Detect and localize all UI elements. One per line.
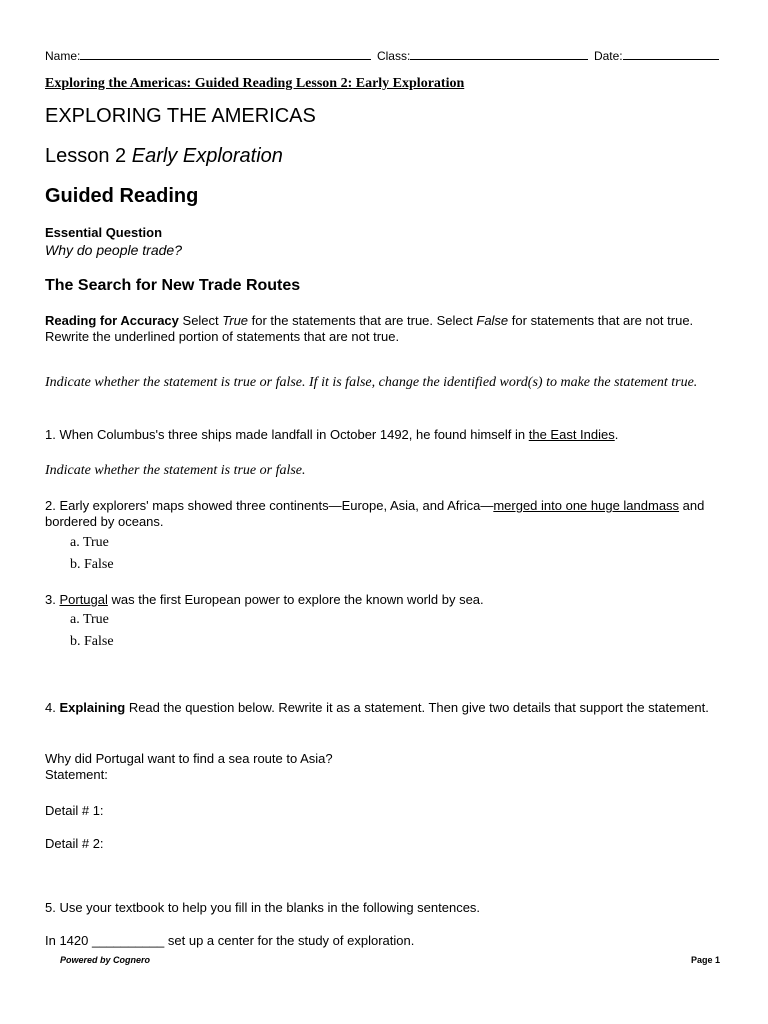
statement-label: Statement: bbox=[45, 767, 108, 782]
lesson-number: Lesson 2 bbox=[45, 145, 127, 167]
question-1-underlined: the East Indies bbox=[528, 427, 615, 442]
question-3 bbox=[45, 592, 725, 608]
question-4-text: Read the question below. Rewrite it as a statement. Then give two details that support the statement. bbox=[125, 700, 709, 715]
question-4-question: Why did Portugal want to find a sea route to Asia? bbox=[45, 751, 333, 766]
question-2-end: and bordered by oceans. bbox=[45, 498, 705, 529]
footer-powered-by: Powered by Cognero bbox=[60, 955, 151, 965]
section-heading: Guided Reading bbox=[45, 185, 199, 207]
detail-1-label: Detail # 1: bbox=[45, 803, 104, 818]
name-blank[interactable] bbox=[80, 47, 371, 60]
essential-question-label: Essential Question bbox=[45, 225, 163, 240]
question-3-underlined: Portugal bbox=[59, 592, 108, 607]
accuracy-instructions bbox=[45, 313, 725, 345]
class-blank[interactable] bbox=[410, 47, 588, 60]
question-1-end: . bbox=[614, 427, 619, 442]
question-1-text: 1. When Columbus's three ships made landfall in October 1492, he found himself in bbox=[45, 427, 529, 442]
lesson-title: Early Exploration bbox=[131, 145, 283, 167]
class-label: Class: bbox=[376, 49, 411, 63]
question-2-text: 2. Early explorers' maps showed three continents—Europe, Asia, and Africa— bbox=[45, 498, 494, 513]
accuracy-text-2: for the statements that are true. Select bbox=[248, 313, 477, 328]
question-2-option-true[interactable]: a. True bbox=[70, 535, 109, 550]
unit-title: EXPLORING THE AMERICAS bbox=[45, 105, 316, 127]
detail-2-label: Detail # 2: bbox=[45, 836, 104, 851]
question-3-option-true[interactable]: a. True bbox=[70, 612, 109, 627]
essential-question-text: Why do people trade? bbox=[45, 242, 182, 258]
subheading: The Search for New Trade Routes bbox=[45, 277, 301, 294]
question-2-underlined: merged into one huge landmass bbox=[493, 498, 680, 513]
question-3-option-false[interactable]: b. False bbox=[70, 634, 114, 649]
question-2 bbox=[45, 498, 725, 530]
accuracy-true-word: True bbox=[222, 313, 249, 328]
question-5: 5. Use your textbook to help you fill in the blanks in the following sentences. bbox=[45, 900, 481, 915]
question-2-option-false[interactable]: b. False bbox=[70, 557, 114, 572]
accuracy-label: Reading for Accuracy bbox=[45, 313, 179, 328]
instruction-true-false: Indicate whether the statement is true or false. bbox=[45, 463, 306, 478]
question-1 bbox=[45, 427, 725, 443]
lesson-heading bbox=[45, 144, 283, 168]
date-label: Date: bbox=[593, 49, 623, 63]
accuracy-text-3: for statements that are not true. Rewrite the underlined portion of statements that are not true. bbox=[45, 313, 694, 344]
name-label: Name: bbox=[45, 49, 81, 63]
question-4-number: 4. bbox=[45, 700, 60, 715]
question-4 bbox=[45, 700, 725, 716]
footer-page-number: Page 1 bbox=[691, 955, 721, 965]
instruction-true-false-rewrite: Indicate whether the statement is true or false. If it is false, change the identified word(s) to make the statement true. bbox=[45, 375, 698, 390]
header-row bbox=[45, 47, 725, 64]
question-5-sentence: In 1420 __________ set up a center for the study of exploration. bbox=[45, 933, 415, 948]
accuracy-false-word: False bbox=[476, 313, 509, 328]
date-blank[interactable] bbox=[623, 47, 719, 60]
document-title: Exploring the Americas: Guided Reading Lesson 2: Early Exploration bbox=[45, 76, 465, 91]
question-3-number: 3. bbox=[45, 592, 60, 607]
question-3-text: was the first European power to explore the known world by sea. bbox=[107, 592, 484, 607]
accuracy-text-1: Select bbox=[178, 313, 223, 328]
question-4-label: Explaining bbox=[59, 700, 126, 715]
